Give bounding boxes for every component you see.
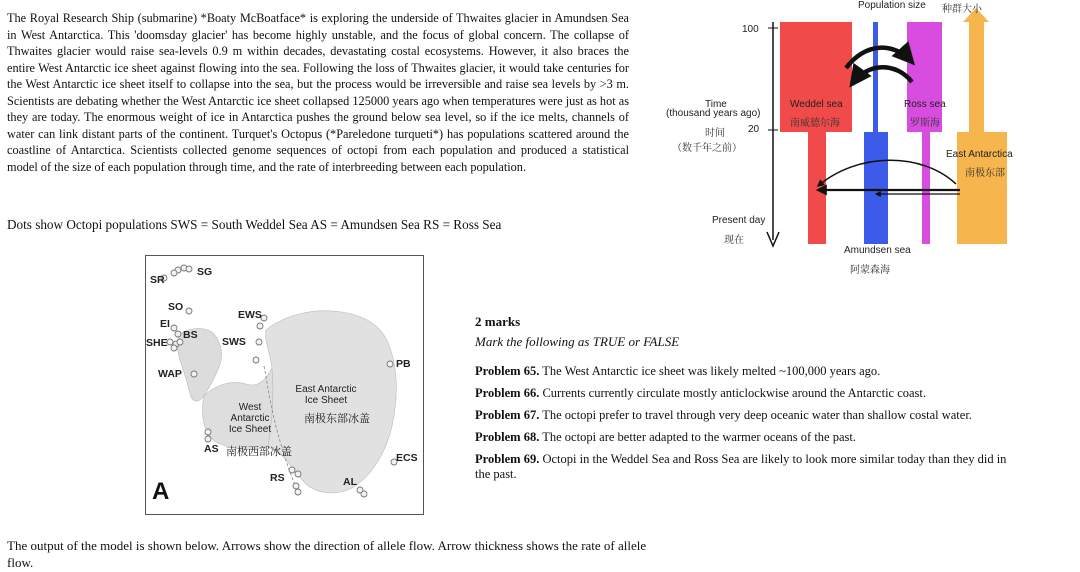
ross-sea-label: Ross sea <box>904 99 946 110</box>
pop-label-sg: SG <box>197 266 213 278</box>
east-ice-sheet-label: East Antarctic Ice Sheet <box>295 384 357 406</box>
ross-sea-cn: 罗斯海 <box>910 118 940 129</box>
model-description: The output of the model is shown below. Arrows show the direction of allele flow. Arrow thickness shows the rate of allele flow. <box>7 538 647 570</box>
amundsen-bar-bottom <box>864 132 888 244</box>
problem-69-continued: the past. <box>475 467 517 481</box>
pop-label-pb: PB <box>396 358 411 370</box>
problem-68: Problem 68. The octopi are better adapted to the warmer oceans of the past. <box>475 430 856 444</box>
weddel-sea-label: Weddel sea <box>790 99 843 110</box>
amundsen-sea-label: Amundsen sea <box>844 245 911 256</box>
weddel-sea-cn: 南威德尔海 <box>790 118 840 129</box>
east-antarctica-label: East Antarctica <box>946 149 1013 160</box>
pop-label-sws: SWS <box>222 336 246 348</box>
flow-arrow-ross-to-weddel <box>852 67 912 84</box>
dot-rs <box>289 467 295 473</box>
pop-label-so: SO <box>168 301 184 313</box>
population-size-cn: 种群大小 <box>942 4 982 15</box>
panel-letter: A <box>152 478 170 505</box>
dot-wap <box>191 371 197 377</box>
map-legend-text: Dots show Octopi populations SWS = South Weddel Sea AS = Amundsen Sea RS = Ross Sea <box>7 217 502 232</box>
population-size-label: Population size <box>858 0 926 11</box>
time-unit-label: (thousand years ago) <box>666 108 761 119</box>
east-ice-sheet-cn: 南极东部冰盖 <box>304 412 370 425</box>
pop-label-ecs: ECS <box>396 452 418 464</box>
question-block <box>475 314 1080 482</box>
pop-label-as: AS <box>204 443 219 455</box>
intro-paragraph: The Royal Research Ship (submarine) *Boaty McBoatface* is exploring the underside of Thwaites glacier in Amundsen Sea in West Antarctica. This 'doomsday glacier' has become highly unstable, and the focus of global concern. The collapse of Thwaites glacier would raise sea-levels 0.9 m within decades, devastating costal ecosystems. However, it also braces the entire West Antarctic ice sheet against flowing into the sea. Following the loss of Thwaites glacier, it would take centuries for the West Antarctic ice sheet itself to collapse into the sea, but the process would be irreversible and raise sea levels by >3 m. Scientists are debating whether the West Antarctic ice sheet collapsed 125000 years ago when temperatures were just as hot as they are today. The enormous weight of ice in Antarctica pushes the ground below sea level, so if the ice melts, channels of water can link distant parts of the continent. Turquet's Octopus (*Pareledone turqueti*) has populations scattered around the coastline of Antarctica. Scientists collected genome sequences of octopi from each population and produced a statistical model of the size of each population through time, and the rate of interbreeding between each population. <box>7 11 629 174</box>
problem-69: Problem 69. Octopi in the Weddel Sea and Ross Sea are likely to look more similar today than they did in <box>475 452 1007 466</box>
population-model-diagram <box>660 0 1080 280</box>
problem-67: Problem 67. The octopi prefer to travel through very deep oceanic water than shallow costal water. <box>475 408 972 422</box>
east-antarctica-cn: 南极东部 <box>965 168 1005 179</box>
tick-100-label: 100 <box>742 24 759 35</box>
flow-arrow-weddel-to-ross <box>846 48 912 68</box>
amundsen-sea-cn: 阿蒙森海 <box>850 265 890 276</box>
marks-title: 2 marks <box>475 314 521 329</box>
east-bar-top <box>969 22 984 132</box>
amundsen-bar-top <box>873 22 878 132</box>
dot-as <box>205 429 211 435</box>
dot-sws <box>256 339 262 345</box>
pop-label-wap: WAP <box>158 368 182 380</box>
pop-label-sr: SR <box>150 274 165 286</box>
dot-ei <box>171 325 177 331</box>
problem-66: Problem 66. Currents currently circulate mostly anticlockwise around the Antarctic coast. <box>475 386 927 400</box>
west-ice-sheet-cn: 南极西部冰盖 <box>226 445 292 458</box>
pop-label-bs: BS <box>183 329 198 341</box>
time-cn-label: 时间 <box>705 128 725 139</box>
pop-label-ews: EWS <box>238 309 262 321</box>
present-day-cn: 现在 <box>724 235 744 246</box>
pop-label-she: SHE <box>146 337 168 349</box>
marks-instruction: Mark the following as TRUE or FALSE <box>475 334 680 349</box>
present-day-label: Present day <box>712 215 766 226</box>
dot-pb <box>387 361 393 367</box>
west-ice-sheet-label: West Antarctic Ice Sheet <box>228 402 272 435</box>
dot-she <box>167 339 173 345</box>
antarctica-map <box>145 255 424 515</box>
ross-bar-bottom <box>922 132 930 244</box>
time-axis-label: Time <box>705 99 727 110</box>
pop-label-ei: EI <box>160 318 170 330</box>
pop-label-rs: RS <box>270 472 285 484</box>
time-unit-cn-label: （数千年之前） <box>672 143 742 154</box>
weddel-bar-bottom <box>808 132 826 244</box>
pop-label-al: AL <box>343 476 357 488</box>
tick-20-label: 20 <box>748 124 760 135</box>
problem-65: Problem 65. The West Antarctic ice sheet was likely melted ~100,000 years ago. <box>475 364 881 378</box>
dot-so <box>186 308 192 314</box>
